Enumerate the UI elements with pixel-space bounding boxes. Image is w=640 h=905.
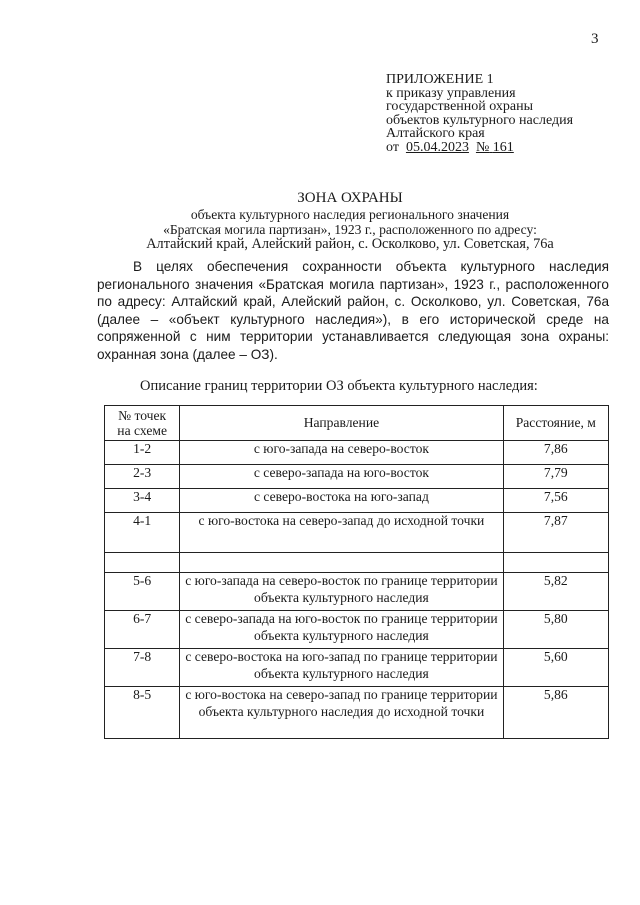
table-caption: Описание границ территории ОЗ объекта культурного наследия: <box>140 378 538 394</box>
cell-points: 8-5 <box>105 687 180 739</box>
cell-distance: 7,86 <box>503 441 608 465</box>
table-row <box>105 611 609 649</box>
cell-distance: 5,80 <box>503 611 608 649</box>
cell-points: 7-8 <box>105 649 180 687</box>
header-points-line1: № точек <box>118 408 167 423</box>
cell-distance: 7,87 <box>503 513 608 553</box>
cell-distance: 7,56 <box>503 489 608 513</box>
table-row <box>105 513 609 553</box>
order-date-line <box>386 141 573 155</box>
cell-points: 3-4 <box>105 489 180 513</box>
intro-paragraph: В целях обеспечения сохранности объекта культурного наследия регионального значения «Братская могила партизан», 1923 г., расположенного по адресу: Алтайский край, Алейский район, с. Осколково, ул. Советская, 76а (далее – «объект культурного наследия»), в его исторической среде на сопряженной с ним территории устанавливается следующая зона охраны: охранная зона (далее – ОЗ). <box>97 259 609 362</box>
table-header-row <box>105 406 609 441</box>
boundary-table <box>104 405 609 739</box>
table-row <box>105 553 609 573</box>
title-heading: ЗОНА ОХРАНЫ <box>297 190 403 206</box>
appendix-line: Алтайского края <box>386 126 485 142</box>
cell-distance <box>503 553 608 573</box>
appendix-line: к приказу управления <box>386 85 516 101</box>
cell-direction: с северо-запада на юго-восток <box>180 465 503 489</box>
cell-direction: с северо-запада на юго-восток по границе территории объекта культурного наследия <box>180 611 503 649</box>
appendix-line: государственной охраны <box>386 99 534 115</box>
cell-distance: 7,79 <box>503 465 608 489</box>
header-direction: Направление <box>180 406 503 441</box>
appendix-block <box>386 73 573 155</box>
table-row <box>105 465 609 489</box>
appendix-title: ПРИЛОЖЕНИЕ 1 <box>386 72 494 87</box>
cell-direction: с юго-востока на северо-запад по границе территории объекта культурного наследия до исходной точки <box>180 687 503 739</box>
cell-direction: с северо-востока на юго-запад по границе территории объекта культурного наследия <box>180 649 503 687</box>
order-number-prefix: № <box>475 139 490 155</box>
table-row <box>105 573 609 611</box>
cell-points: 4-1 <box>105 513 180 553</box>
cell-distance: 5,82 <box>503 573 608 611</box>
title-line: «Братская могила партизан», 1923 г., расположенного по адресу: <box>163 222 537 237</box>
cell-distance: 5,60 <box>503 649 608 687</box>
table-row <box>105 441 609 465</box>
cell-points: 6-7 <box>105 611 180 649</box>
title-address: Алтайский край, Алейский район, с. Осколково, ул. Советская, 76а <box>146 236 554 252</box>
cell-direction: с северо-востока на юго-запад <box>180 489 503 513</box>
page-number: 3 <box>591 31 599 47</box>
cell-direction: с юго-запада на северо-восток <box>180 441 503 465</box>
cell-distance: 5,86 <box>503 687 608 739</box>
table-row <box>105 489 609 513</box>
cell-points: 2-3 <box>105 465 180 489</box>
table-row <box>105 687 609 739</box>
header-points-line2: на схеме <box>117 423 167 438</box>
cell-points: 1-2 <box>105 441 180 465</box>
document-title <box>90 191 610 252</box>
appendix-line: объектов культурного наследия <box>386 112 574 128</box>
header-distance: Расстояние, м <box>503 406 608 441</box>
header-points <box>105 406 180 441</box>
order-date: 05.04.2023 <box>405 139 469 155</box>
cell-direction <box>180 553 503 573</box>
date-prefix: от <box>386 139 399 155</box>
cell-direction: с юго-запада на северо-восток по границе территории объекта культурного наследия <box>180 573 503 611</box>
cell-points <box>105 553 180 573</box>
cell-direction: с юго-востока на северо-запад до исходной точки <box>180 513 503 553</box>
order-number: 161 <box>492 139 514 155</box>
title-line: объекта культурного наследия регионального значения <box>190 207 510 222</box>
table-row <box>105 649 609 687</box>
cell-points: 5-6 <box>105 573 180 611</box>
